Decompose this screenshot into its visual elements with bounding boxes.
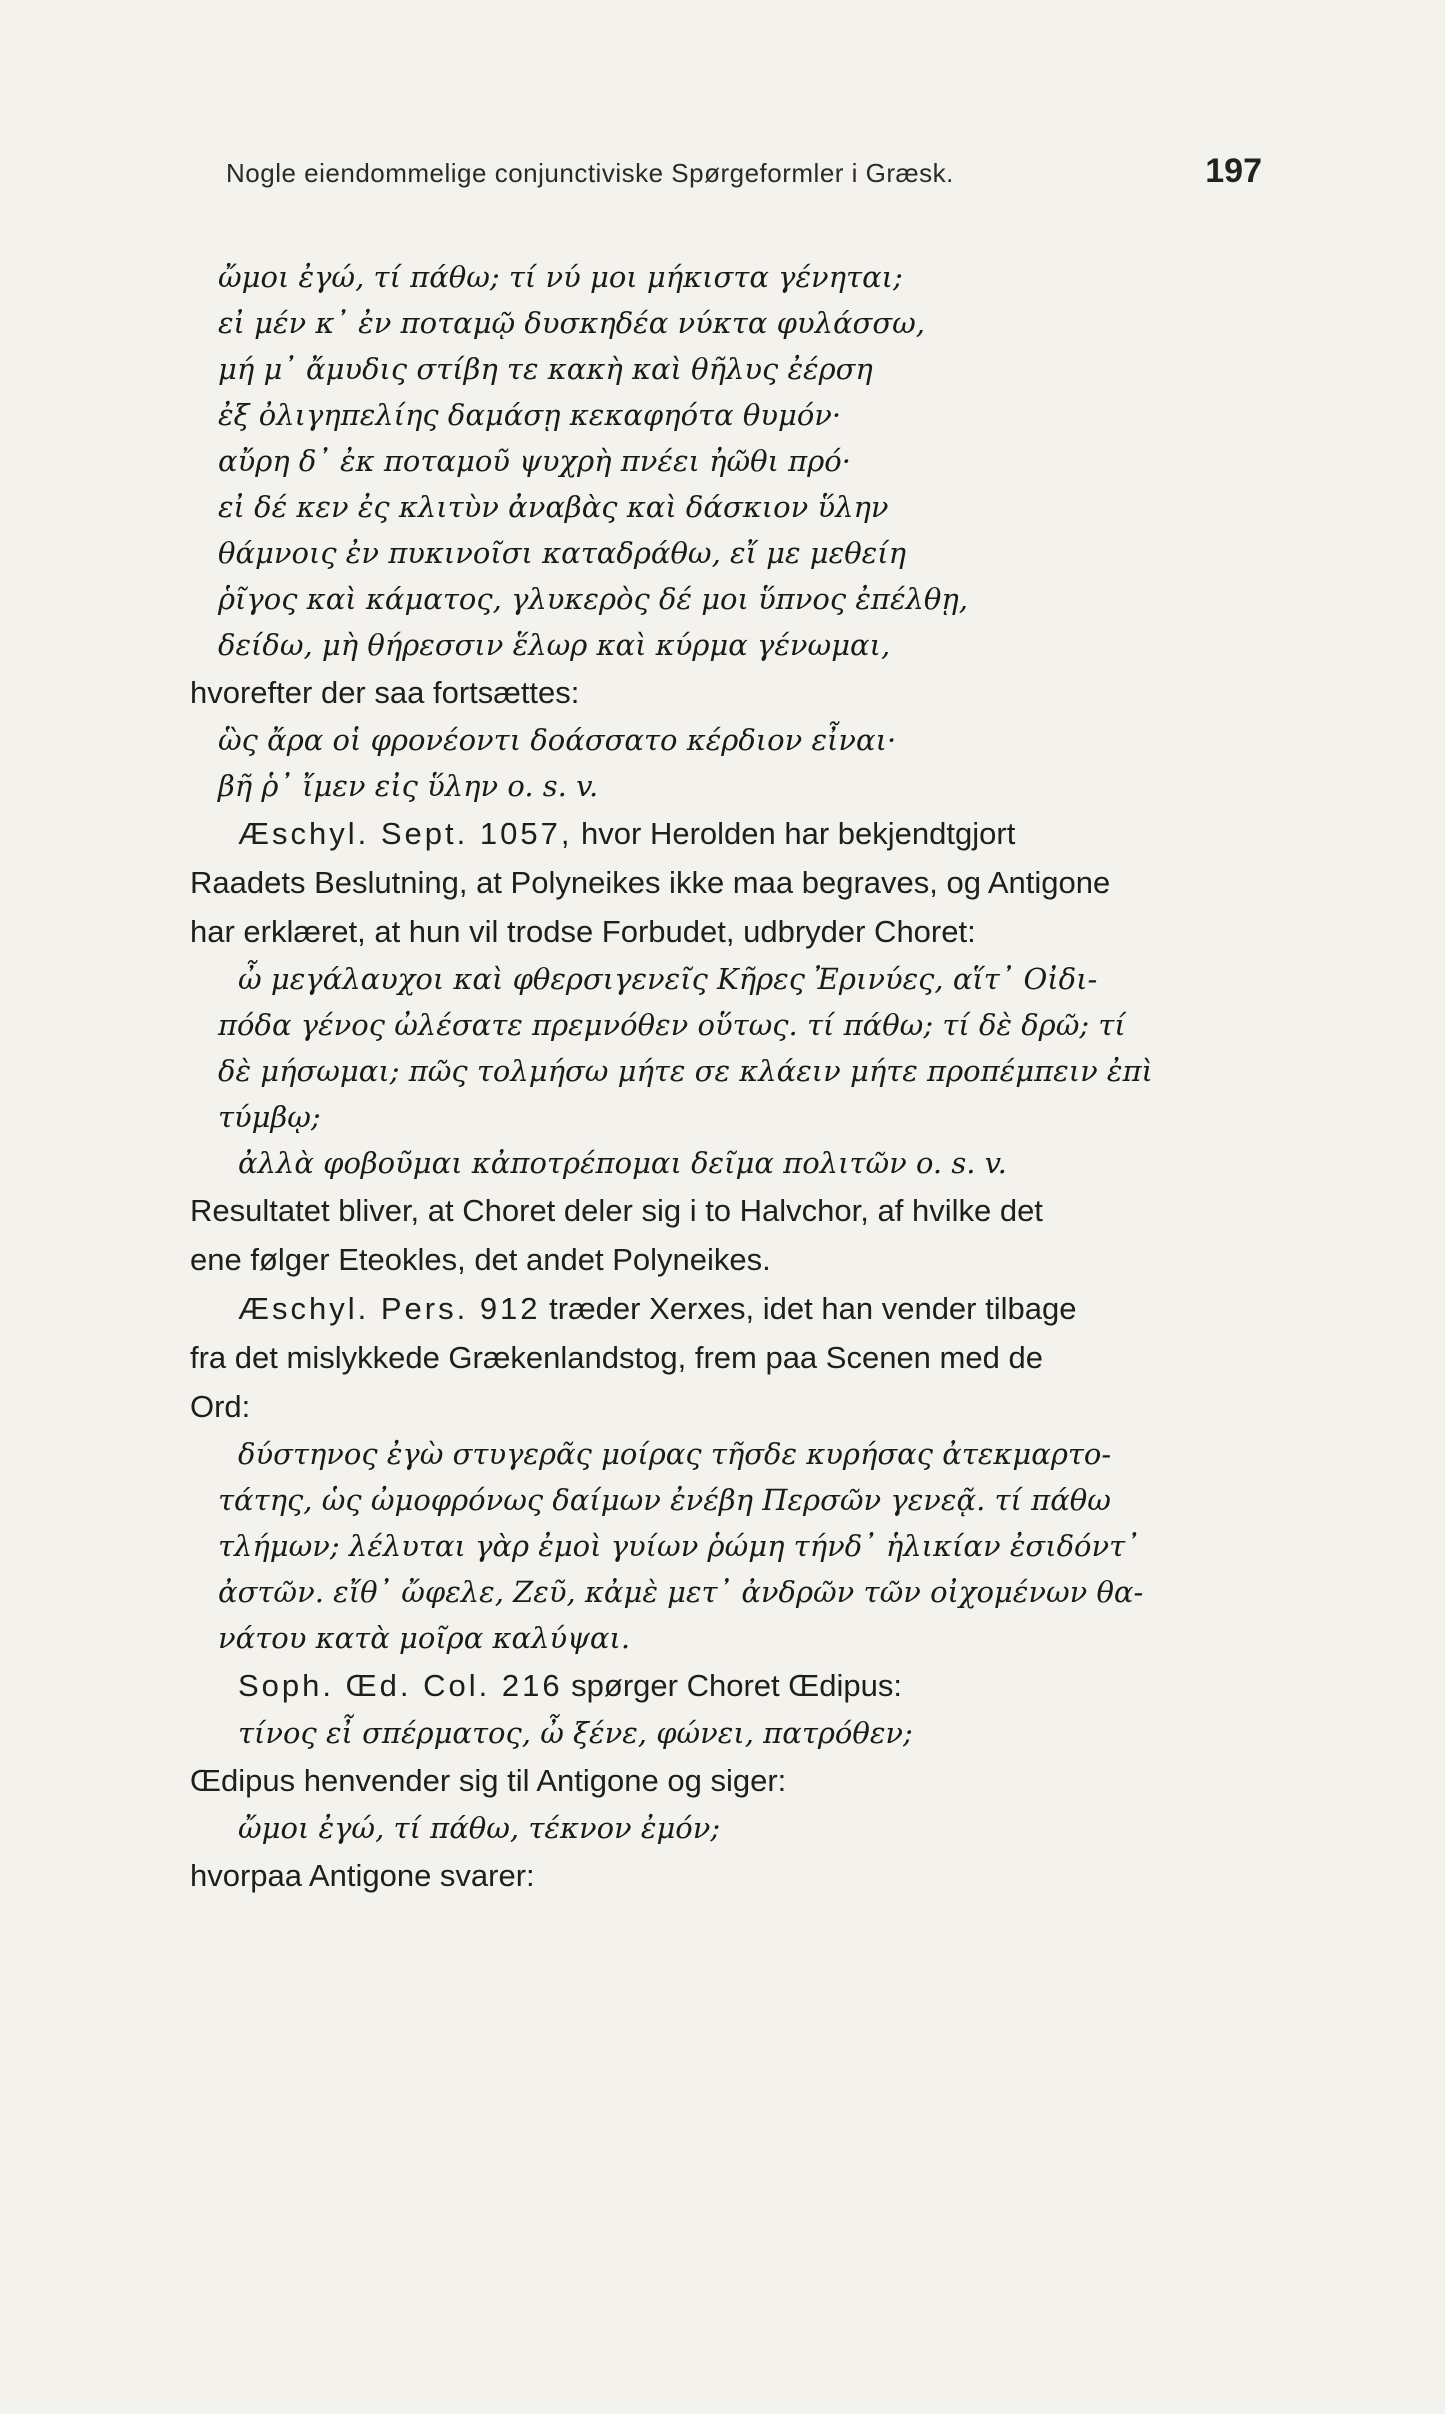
line-text: Resultatet bliver, at Choret deler sig i to Halvchor, af hvilke det bbox=[190, 1193, 1043, 1228]
running-title: Nogle eiendommelige conjunctiviske Spørgeformler i Græsk. bbox=[226, 158, 954, 188]
text-line bbox=[190, 1661, 1262, 1710]
line-text: fra det mislykkede Grækenlandstog, frem paa Scenen med de bbox=[190, 1340, 1043, 1375]
line-text: δύστηνος ἐγὼ στυγερᾶς μοίρας τῆσδε κυρήσας ἀτεκμαρτο- bbox=[238, 1437, 1112, 1471]
greek-quote-line bbox=[190, 576, 1262, 622]
line-text: har erklæret, at hun vil trodse Forbudet, udbryder Choret: bbox=[190, 914, 976, 949]
text-line bbox=[190, 809, 1262, 858]
line-text: θάμνοις ἐν πυκινοῖσι καταδράθω, εἴ με μεθείη bbox=[218, 536, 906, 570]
line-text: εἰ δέ κεν ἐς κλιτὺν ἀναβὰς καὶ δάσκιον ὕλην bbox=[218, 490, 889, 524]
line-text: νάτου κατὰ μοῖρα καλύψαι. bbox=[218, 1621, 631, 1655]
line-text: ὦ μεγάλαυχοι καὶ φθερσιγενεῖς Κῆρες Ἐρινύες, αἵτ᾽ Οἰδι- bbox=[238, 962, 1098, 996]
text-line bbox=[190, 1851, 1262, 1900]
page-header bbox=[226, 152, 1262, 196]
greek-quote-line bbox=[190, 763, 1262, 809]
line-text: ῥῖγος καὶ κάματος, γλυκερὸς δέ μοι ὕπνος ἐπέλθῃ, bbox=[218, 582, 968, 616]
line-text: hvor Herolden har bekjendtgjort bbox=[572, 816, 1016, 851]
greek-quote-line bbox=[190, 1569, 1262, 1615]
line-text: βῆ ῥ᾽ ἴμεν εἰς ὕλην o. s. v. bbox=[218, 769, 599, 803]
citation-reference: Æschyl. Pers. 912 bbox=[238, 1291, 541, 1326]
greek-quote-line bbox=[190, 1094, 1262, 1140]
citation-reference: Soph. Œd. Col. 216 bbox=[238, 1668, 563, 1703]
line-text: ὤμοι ἐγώ, τί πάθω; τί νύ μοι μήκιστα γένηται; bbox=[218, 260, 903, 294]
page-body bbox=[190, 254, 1262, 1900]
line-text: τάτης, ὡς ὠμοφρόνως δαίμων ἐνέβη Περσῶν γενεᾷ. τί πάθω bbox=[218, 1483, 1111, 1517]
greek-quote-line bbox=[190, 254, 1262, 300]
line-text: δείδω, μὴ θήρεσσιν ἕλωρ καὶ κύρμα γένωμαι, bbox=[218, 628, 891, 662]
line-text: μή μ᾽ ἄμυδις στίβη τε κακὴ καὶ θῆλυς ἐέρση bbox=[218, 352, 873, 386]
text-line bbox=[190, 907, 1262, 956]
text-line bbox=[190, 1235, 1262, 1284]
greek-quote-line bbox=[190, 530, 1262, 576]
line-text: ὤμοι ἐγώ, τί πάθω, τέκνον ἐμόν; bbox=[238, 1811, 721, 1845]
greek-quote-line bbox=[190, 300, 1262, 346]
text-line bbox=[190, 1186, 1262, 1235]
line-text: Œdipus henvender sig til Antigone og siger: bbox=[190, 1763, 787, 1798]
line-text: Ord: bbox=[190, 1389, 251, 1424]
greek-quote-line bbox=[190, 346, 1262, 392]
greek-quote-line bbox=[190, 1710, 1262, 1756]
greek-quote-line bbox=[190, 1002, 1262, 1048]
text-line bbox=[190, 1284, 1262, 1333]
line-text: δὲ μήσωμαι; πῶς τολμήσω μήτε σε κλάειν μήτε προπέμπειν ἐπὶ bbox=[218, 1054, 1153, 1088]
greek-quote-line bbox=[190, 1477, 1262, 1523]
line-text: ἀλλὰ φοβοῦμαι κἀποτρέπομαι δεῖμα πολιτῶν o. s. v. bbox=[238, 1146, 1007, 1180]
greek-quote-line bbox=[190, 1140, 1262, 1186]
greek-quote-line bbox=[190, 1805, 1262, 1851]
greek-quote-line bbox=[190, 1431, 1262, 1477]
text-line bbox=[190, 668, 1262, 717]
line-text: τύμβῳ; bbox=[218, 1100, 321, 1134]
line-text: τλήμων; λέλυται γὰρ ἐμοὶ γυίων ῥώμη τήνδ᾽ ἡλικίαν ἐσιδόντ᾽ bbox=[218, 1529, 1140, 1563]
line-text: ἐξ ὀλιγηπελίης δαμάσῃ κεκαφηότα θυμόν· bbox=[218, 398, 842, 432]
text-line bbox=[190, 1382, 1262, 1431]
greek-quote-line bbox=[190, 622, 1262, 668]
text-line bbox=[190, 1756, 1262, 1805]
text-line bbox=[190, 1333, 1262, 1382]
line-text: Raadets Beslutning, at Polyneikes ikke maa begraves, og Antigone bbox=[190, 865, 1111, 900]
line-text: ὣς ἄρα οἱ φρονέοντι δοάσσατο κέρδιον εἶναι· bbox=[218, 723, 897, 757]
greek-quote-line bbox=[190, 717, 1262, 763]
greek-quote-line bbox=[190, 1615, 1262, 1661]
line-text: ene følger Eteokles, det andet Polyneikes. bbox=[190, 1242, 771, 1277]
line-text: αὔρη δ᾽ ἐκ ποταμοῦ ψυχρὴ πνέει ἠῶθι πρό· bbox=[218, 444, 851, 478]
line-text: τίνος εἶ σπέρματος, ὦ ξένε, φώνει, πατρόθεν; bbox=[238, 1716, 913, 1750]
greek-quote-line bbox=[190, 956, 1262, 1002]
line-text: ἀστῶν. εἴθ᾽ ὤφελε, Ζεῦ, κἀμὲ μετ᾽ ἀνδρῶν τῶν οἰχομένων θα- bbox=[218, 1575, 1144, 1609]
line-text: træder Xerxes, idet han vender tilbage bbox=[540, 1291, 1077, 1326]
greek-quote-line bbox=[190, 438, 1262, 484]
citation-reference: Æschyl. Sept. 1057, bbox=[238, 816, 573, 851]
line-text: hvorpaa Antigone svarer: bbox=[190, 1858, 535, 1893]
text-line bbox=[190, 858, 1262, 907]
line-text: εἰ μέν κ᾽ ἐν ποταμῷ δυσκηδέα νύκτα φυλάσσω, bbox=[218, 306, 925, 340]
greek-quote-line bbox=[190, 1523, 1262, 1569]
page-number: 197 bbox=[1205, 152, 1262, 190]
line-text: hvorefter der saa fortsættes: bbox=[190, 675, 580, 710]
line-text: spørger Choret Œdipus: bbox=[562, 1668, 902, 1703]
greek-quote-line bbox=[190, 484, 1262, 530]
greek-quote-line bbox=[190, 392, 1262, 438]
line-text: πόδα γένος ὠλέσατε πρεμνόθεν οὕτως. τί πάθω; τί δὲ δρῶ; τί bbox=[218, 1008, 1126, 1042]
greek-quote-line bbox=[190, 1048, 1262, 1094]
